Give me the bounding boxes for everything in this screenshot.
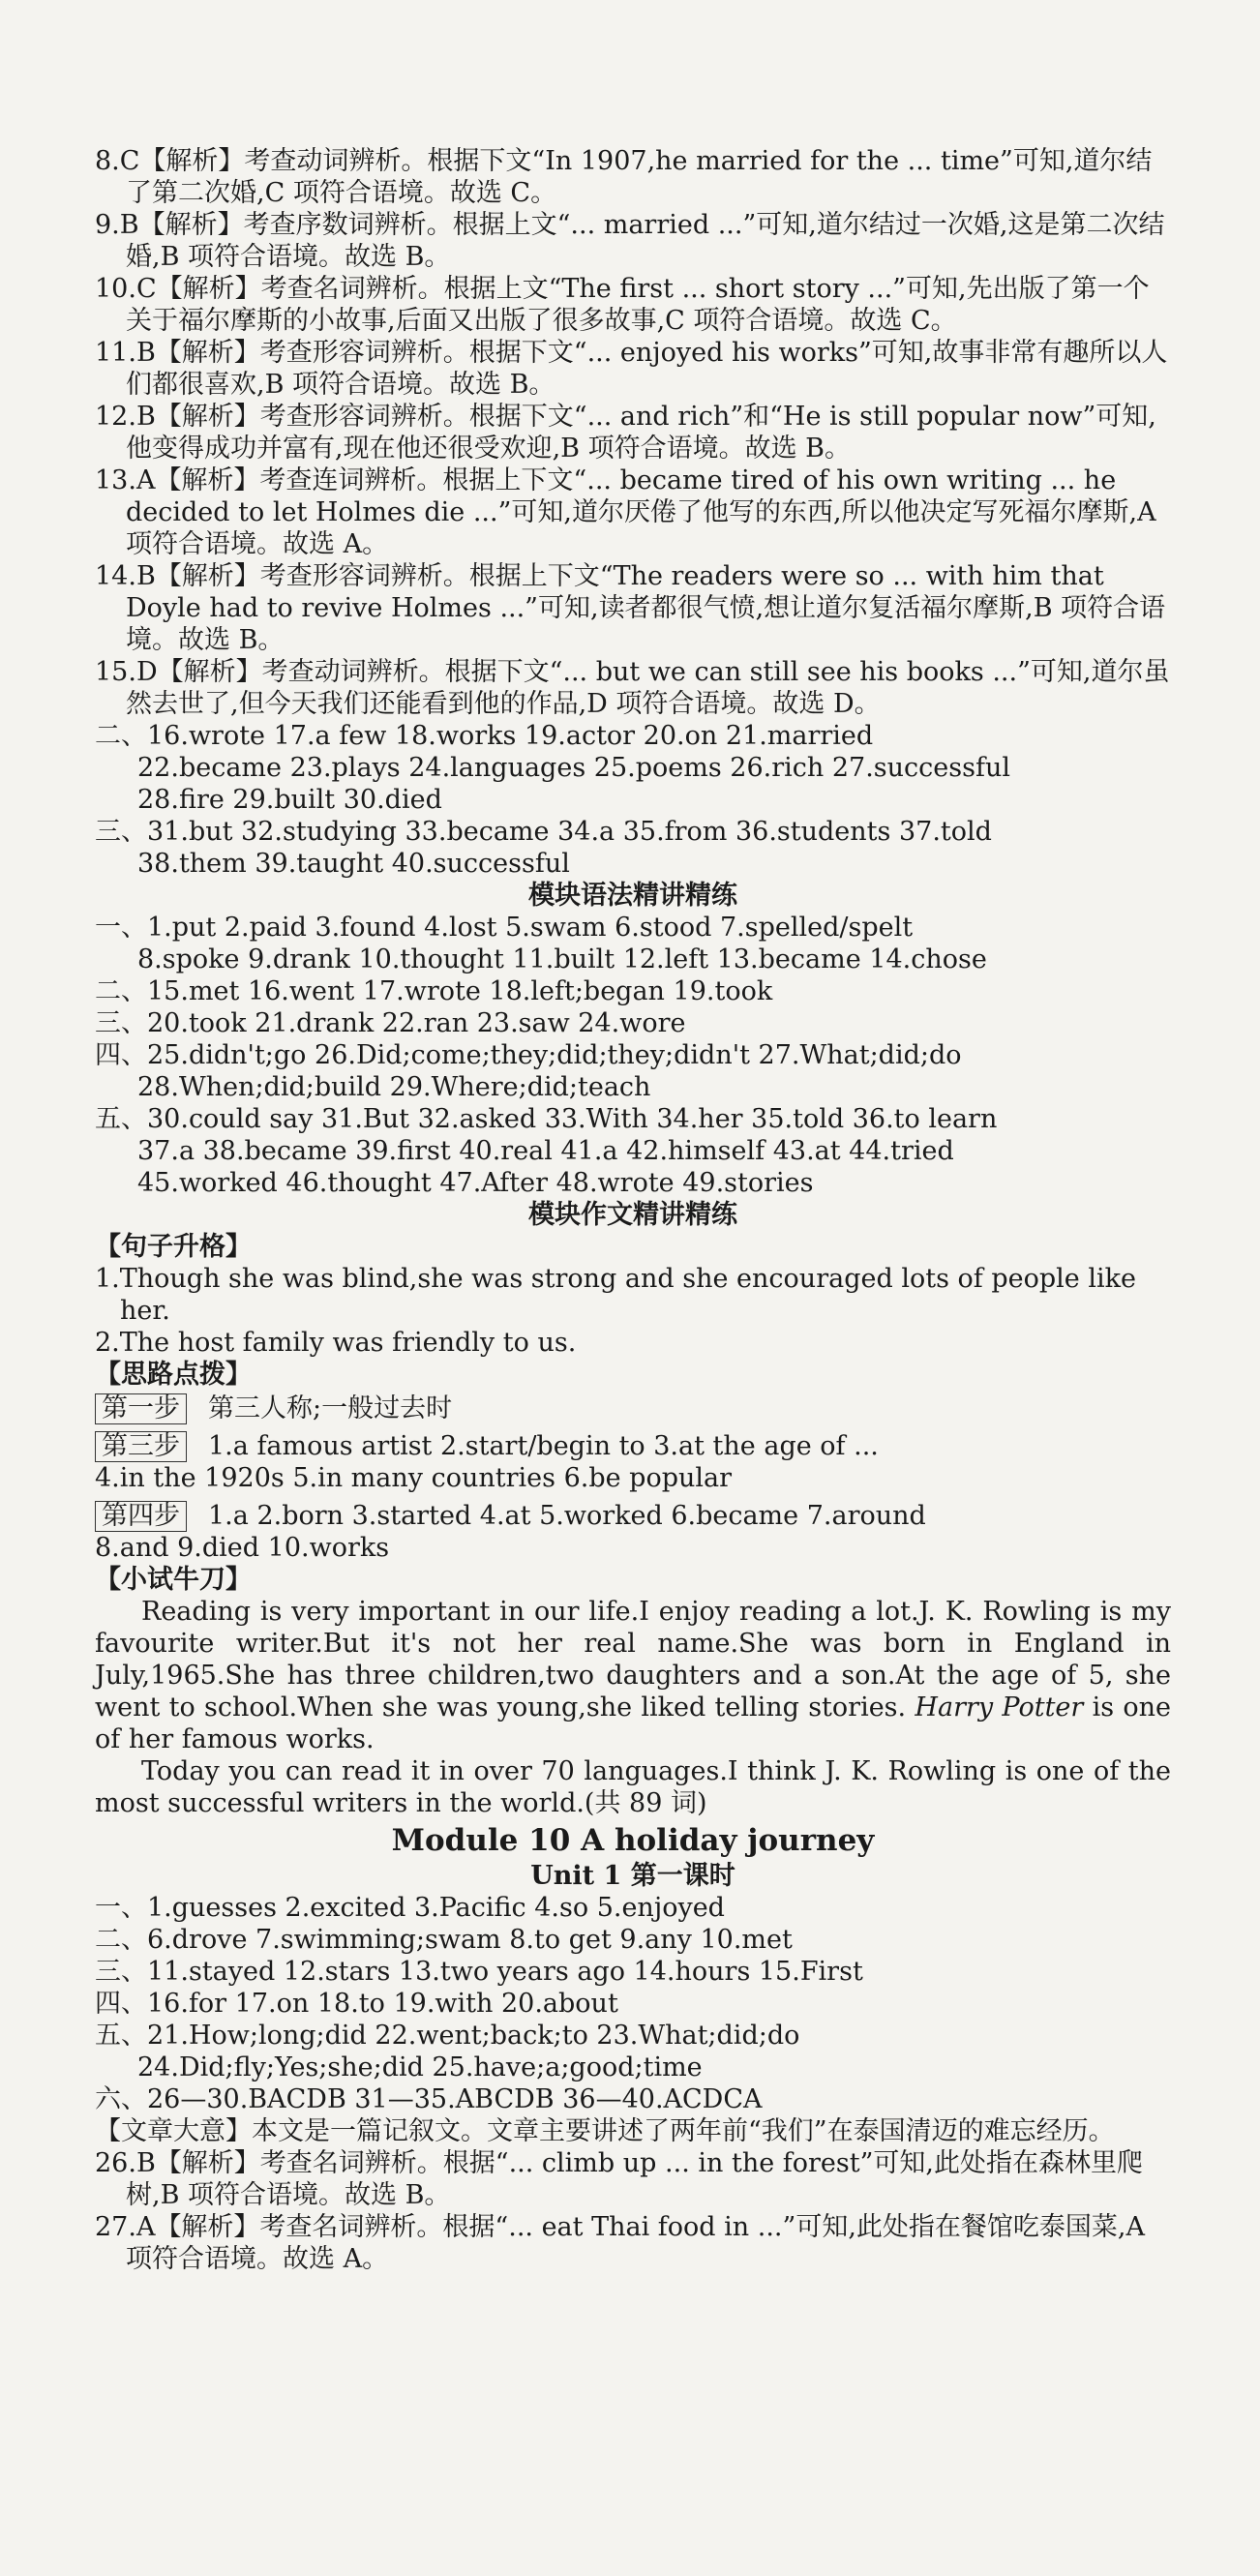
step-3-row xyxy=(95,1430,1171,1462)
unit-line-2: 二、6.drove 7.swimming;swam 8.to get 9.any 10.met xyxy=(95,1925,793,1955)
grammar-line-7: 五、30.could say 31.But 32.asked 33.With 34.her 35.told 36.to learn xyxy=(95,1104,998,1134)
grammar-line-9: 45.worked 46.thought 47.After 48.wrote 49.stories xyxy=(137,1168,814,1198)
answer-q26: 26.B【解析】考查名词辨析。根据“... climb up ... in the forest”可知,此处指在森林里爬树,B 项符合语境。故选 B。 xyxy=(95,2148,1143,2210)
answer-q12: 12.B【解析】考查形容词辨析。根据下文“... and rich”和“He is still popular now”可知,他变得成功并富有,现在他还很受欢迎,B 项符合语境。故选 B。 xyxy=(95,402,1156,464)
trial-tag: 【小试牛刀】 xyxy=(95,1565,252,1595)
unit-line-1: 一、1.guesses 2.excited 3.Pacific 4.so 5.enjoyed xyxy=(95,1893,725,1923)
part2-line-3: 28.fire 29.built 30.died xyxy=(137,785,442,815)
essay-book-title: Harry Potter xyxy=(915,1692,1084,1722)
unit-line-4: 四、16.for 17.on 18.to 19.with 20.about xyxy=(95,1989,618,2019)
grammar-line-1: 一、1.put 2.paid 3.found 4.lost 5.swam 6.stood 7.spelled/spelt xyxy=(95,913,914,943)
step-4-row xyxy=(95,1500,1171,1532)
grammar-line-2: 8.spoke 9.drank 10.thought 11.built 12.left 13.became 14.chose xyxy=(137,944,987,974)
step-3-text: 1.a famous artist 2.start/begin to 3.at the age of ... xyxy=(208,1431,879,1461)
answer-content xyxy=(95,145,1171,2275)
unit-title: Unit 1 第一课时 xyxy=(530,1861,735,1891)
essay-paragraph-2: Today you can read it in over 70 languages.I think J. K. Rowling is one of the most successful writers in the world.(共 89 词) xyxy=(95,1756,1171,1818)
writing-section-title: 模块作文精讲精练 xyxy=(528,1200,737,1230)
module-title: Module 10 A holiday journey xyxy=(391,1823,875,1858)
answer-q27: 27.A【解析】考查名词辨析。根据“... eat Thai food in ...”可知,此处指在餐馆吃泰国菜,A 项符合语境。故选 A。 xyxy=(95,2212,1145,2274)
step-3-continued: 4.in the 1920s 5.in many countries 6.be popular xyxy=(95,1463,733,1493)
part3-line-1: 三、31.but 32.studying 33.became 34.a 35.from 36.students 37.told xyxy=(95,817,992,847)
answer-q9: 9.B【解析】考查序数词辨析。根据上文“... married ...”可知,道尔结过一次婚,这是第二次结婚,B 项符合语境。故选 B。 xyxy=(95,210,1165,272)
step-3-box: 第三步 xyxy=(95,1431,187,1462)
unit-line-5: 五、21.How;long;did 22.went;back;to 23.What;did;do xyxy=(95,2021,800,2051)
grammar-line-5: 四、25.didn't;go 26.Did;come;they;did;they;didn't 27.What;did;do xyxy=(95,1040,962,1070)
step-1-box: 第一步 xyxy=(95,1393,187,1424)
answer-q13: 13.A【解析】考查连词辨析。根据上下文“... became tired of his own writing ... he decided to let Holmes die ...”可知,道尔厌倦了他写的东西,所以他决定写死福尔摩斯,A 项符合语境。故选 A。 xyxy=(95,465,1156,559)
part2-line-1: 二、16.wrote 17.a few 18.works 19.actor 20.on 21.married xyxy=(95,721,874,751)
grammar-line-8: 37.a 38.became 39.first 40.real 41.a 42.himself 43.at 44.tried xyxy=(137,1136,954,1166)
article-summary: 【文章大意】本文是一篇记叙文。文章主要讲述了两年前“我们”在泰国清迈的难忘经历。 xyxy=(95,2116,1115,2146)
step-1-text: 第三人称;一般过去时 xyxy=(208,1393,453,1423)
unit-line-3: 三、11.stayed 12.stars 13.two years ago 14.hours 15.First xyxy=(95,1957,863,1987)
answer-q8: 8.C【解析】考查动词辨析。根据下文“In 1907,he married for the ... time”可知,道尔结了第二次婚,C 项符合语境。故选 C。 xyxy=(95,146,1153,208)
part3-line-2: 38.them 39.taught 40.successful xyxy=(137,849,570,879)
grammar-line-4: 三、20.took 21.drank 22.ran 23.saw 24.wore xyxy=(95,1008,686,1038)
unit-line-6: 24.Did;fly;Yes;she;did 25.have;a;good;time xyxy=(137,2052,703,2082)
thinking-tips-tag: 【思路点拨】 xyxy=(95,1360,252,1390)
essay-paragraph-1 xyxy=(95,1596,1171,1755)
upgraded-sentence-2: 2.The host family was friendly to us. xyxy=(95,1328,577,1358)
part2-line-2: 22.became 23.plays 24.languages 25.poems 26.rich 27.successful xyxy=(137,753,1010,783)
grammar-line-6: 28.When;did;build 29.Where;did;teach xyxy=(137,1072,651,1102)
step-4-continued: 8.and 9.died 10.works xyxy=(95,1533,390,1563)
answer-q11: 11.B【解析】考查形容词辨析。根据下文“... enjoyed his works”可知,故事非常有趣所以人们都很喜欢,B 项符合语境。故选 B。 xyxy=(95,338,1168,400)
step-4-text: 1.a 2.born 3.started 4.at 5.worked 6.became 7.around xyxy=(208,1501,926,1531)
unit-line-7: 六、26—30.BACDB 31—35.ABCDB 36—40.ACDCA xyxy=(95,2084,763,2114)
step-1-row xyxy=(95,1393,1171,1424)
sentence-upgrade-tag: 【句子升格】 xyxy=(95,1232,252,1262)
answer-q15: 15.D【解析】考查动词辨析。根据下文“... but we can still see his books ...”可知,道尔虽然去世了,但今天我们还能看到他的作品,D 项符合语境。故选 D。 xyxy=(95,657,1170,719)
step-4-box: 第四步 xyxy=(95,1501,187,1532)
grammar-section-title: 模块语法精讲精练 xyxy=(528,881,737,911)
upgraded-sentence-1: 1.Though she was blind,she was strong and she encouraged lots of people like her. xyxy=(95,1264,1136,1326)
answer-q14: 14.B【解析】考查形容词辨析。根据上下文“The readers were so ... with him that Doyle had to revive Holmes ...”可知,读者都很气愤,想让道尔复活福尔摩斯,B 项符合语境。故选 B。 xyxy=(95,561,1166,655)
grammar-line-3: 二、15.met 16.went 17.wrote 18.left;began 19.took xyxy=(95,976,773,1006)
essay-paragraph-1-text: Reading is very important in our life.I enjoy reading a lot.J. K. Rowling is my favourite writer.But it's not her real name.She was born in England in July,1965.She has three children,two daughters and a son.At the age of 5, she went to school.When she was young,she liked telling stories. xyxy=(95,1597,1171,1722)
essay-paragraph-1-end: is one of her famous works. xyxy=(95,1692,1171,1754)
answer-q10: 10.C【解析】考查名词辨析。根据上文“The first ... short story ...”可知,先出版了第一个关于福尔摩斯的小故事,后面又出版了很多故事,C 项符合语境。故选 C。 xyxy=(95,274,1150,336)
